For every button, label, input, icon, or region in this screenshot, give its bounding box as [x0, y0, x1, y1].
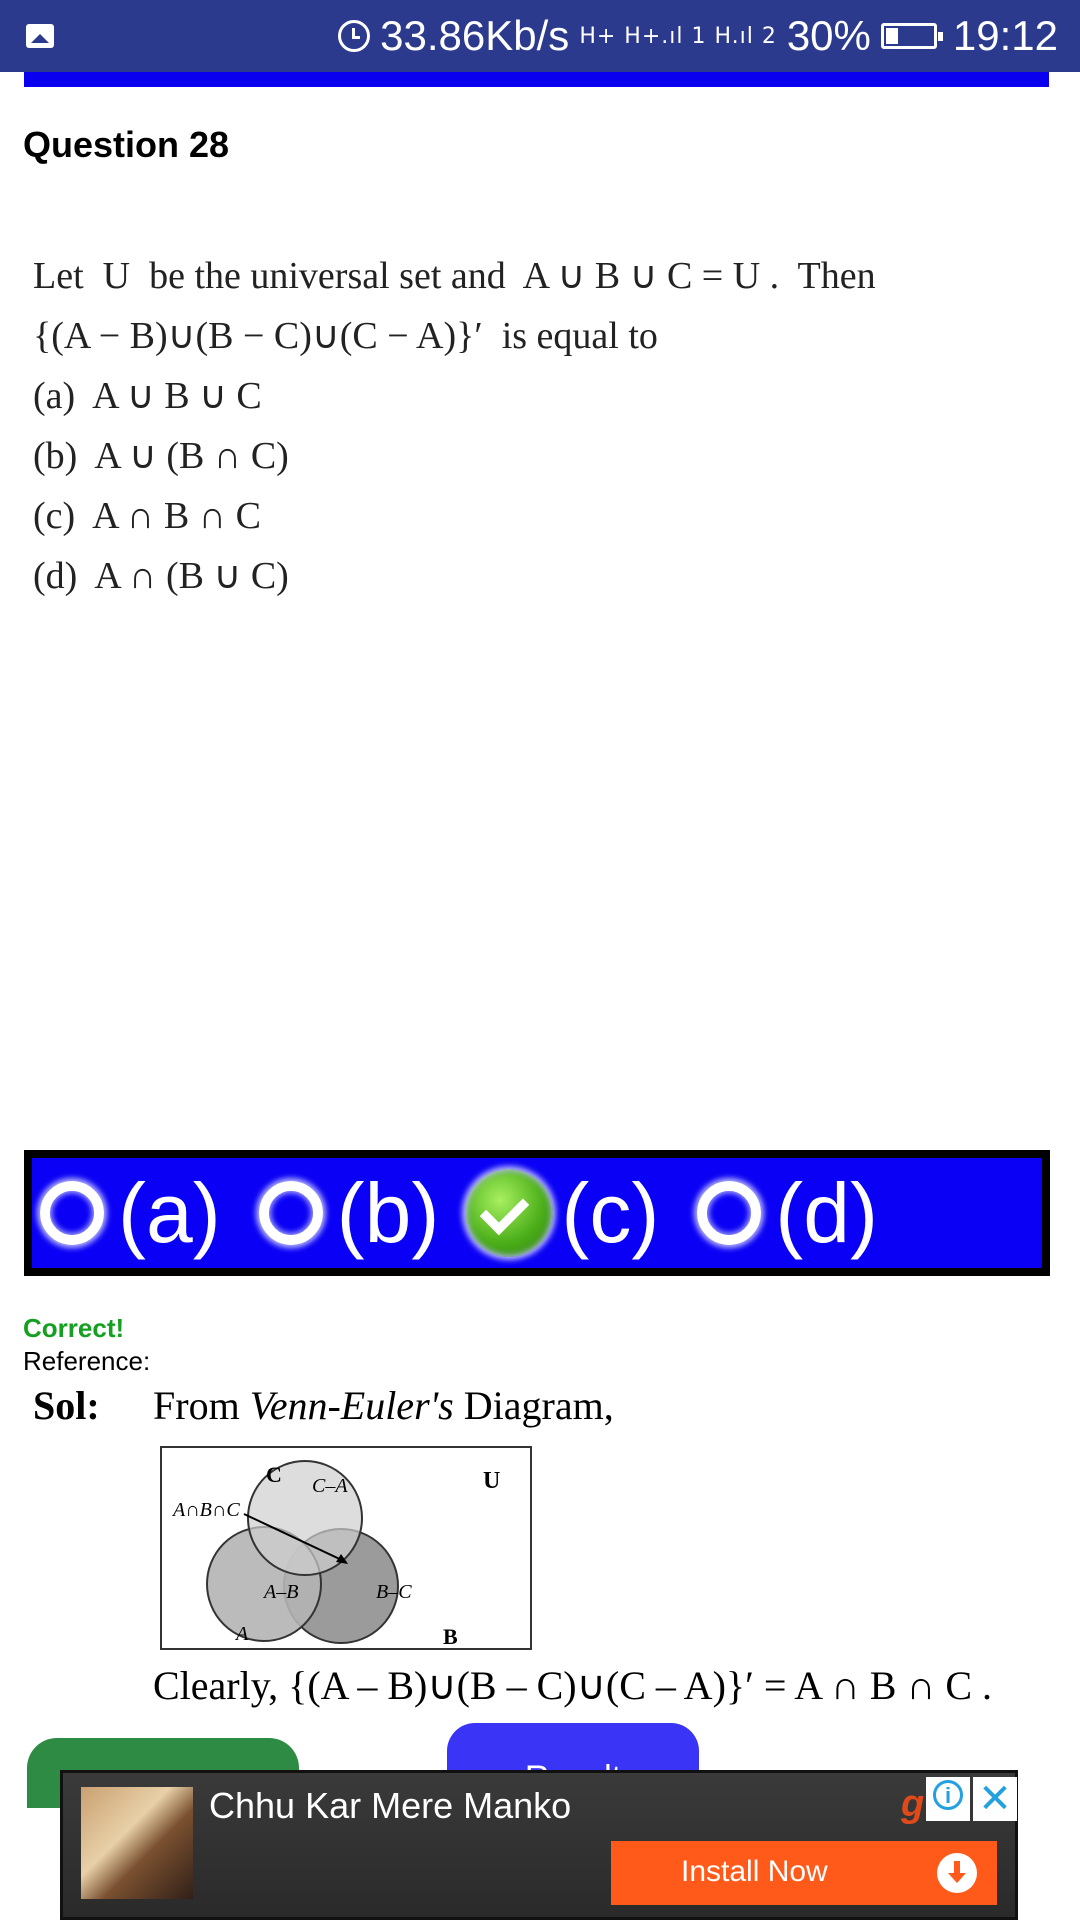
solution-intro-italic: Venn-Euler's — [249, 1383, 454, 1428]
ad-brand-icon: g — [901, 1783, 925, 1825]
venn-intersection-label: A∩B∩C — [173, 1499, 240, 1521]
status-bar — [0, 0, 1080, 72]
solution-intro — [153, 1382, 614, 1429]
radio-icon[interactable] — [259, 1181, 323, 1245]
question-line: Let U be the universal set and A ∪ B ∪ C = U . Then — [33, 255, 876, 297]
radio-icon[interactable] — [697, 1181, 761, 1245]
option-c-text: (c) A ∩ B ∩ C — [33, 495, 261, 537]
answer-option-d[interactable] — [697, 1166, 878, 1260]
solution-intro-suffix: Diagram, — [453, 1383, 614, 1428]
answer-option-a[interactable] — [40, 1166, 221, 1260]
answer-label: (c) — [561, 1166, 660, 1260]
header-strip — [24, 72, 1049, 87]
venn-label-u: U — [483, 1468, 501, 1494]
result-status: Correct! — [23, 1313, 125, 1343]
solution — [33, 1382, 614, 1429]
answer-option-c[interactable] — [465, 1166, 660, 1260]
install-label: Install Now — [681, 1855, 828, 1888]
question-title: Question 28 — [23, 124, 230, 165]
download-icon — [937, 1853, 977, 1893]
question-body — [33, 246, 876, 606]
question-line: {(A − B)∪(B − C)∪(C − A)}′ is equal to — [33, 315, 658, 357]
solution-conclusion: Clearly, {(A – B)∪(B – C)∪(C – A)}′ = A ∩ B ∩ C . — [153, 1663, 993, 1708]
venn-region-b-minus-c: B–C — [376, 1581, 412, 1603]
ad-thumbnail[interactable] — [81, 1787, 193, 1899]
venn-region-c-minus-a: C–A — [312, 1475, 348, 1497]
answer-label: (a) — [118, 1166, 221, 1260]
clock: 19:12 — [952, 12, 1058, 59]
reference-label: Reference: — [23, 1346, 151, 1376]
venn-label-a: A — [236, 1623, 249, 1645]
answer-bar — [24, 1150, 1050, 1276]
answer-options — [32, 1158, 1042, 1268]
install-now-button[interactable] — [611, 1841, 997, 1905]
venn-diagram — [160, 1446, 532, 1650]
solution-intro-prefix: From — [153, 1383, 250, 1428]
signal-icon: H+ H+.ıl 1 H.ıl 2 — [579, 23, 777, 49]
alarm-icon — [338, 20, 370, 52]
radio-icon[interactable] — [40, 1181, 104, 1245]
ad-banner[interactable] — [60, 1770, 1018, 1920]
venn-label-b: B — [443, 1624, 458, 1649]
status-indicators — [338, 0, 1058, 72]
answer-label: (b) — [336, 1166, 440, 1260]
battery-icon — [881, 23, 937, 49]
ad-title[interactable]: Chhu Kar Mere Manko — [209, 1785, 572, 1826]
option-d-text: (d) A ∩ (B ∪ C) — [33, 555, 289, 597]
solution-label: Sol: — [33, 1383, 100, 1428]
image-icon — [26, 24, 54, 48]
battery-percent: 30% — [786, 12, 871, 59]
network-speed: 33.86Kb/s — [380, 12, 570, 59]
venn-label-c: C — [266, 1462, 282, 1487]
option-a-text: (a) A ∪ B ∪ C — [33, 375, 262, 417]
option-b-text: (b) A ∪ (B ∩ C) — [33, 435, 289, 477]
answer-option-b[interactable] — [259, 1166, 440, 1260]
answer-label: (d) — [775, 1166, 878, 1260]
checkmark-icon[interactable] — [465, 1169, 553, 1257]
venn-region-a-minus-b: A–B — [264, 1581, 299, 1603]
close-icon[interactable]: ✕ — [973, 1777, 1017, 1821]
info-icon[interactable] — [926, 1777, 970, 1821]
